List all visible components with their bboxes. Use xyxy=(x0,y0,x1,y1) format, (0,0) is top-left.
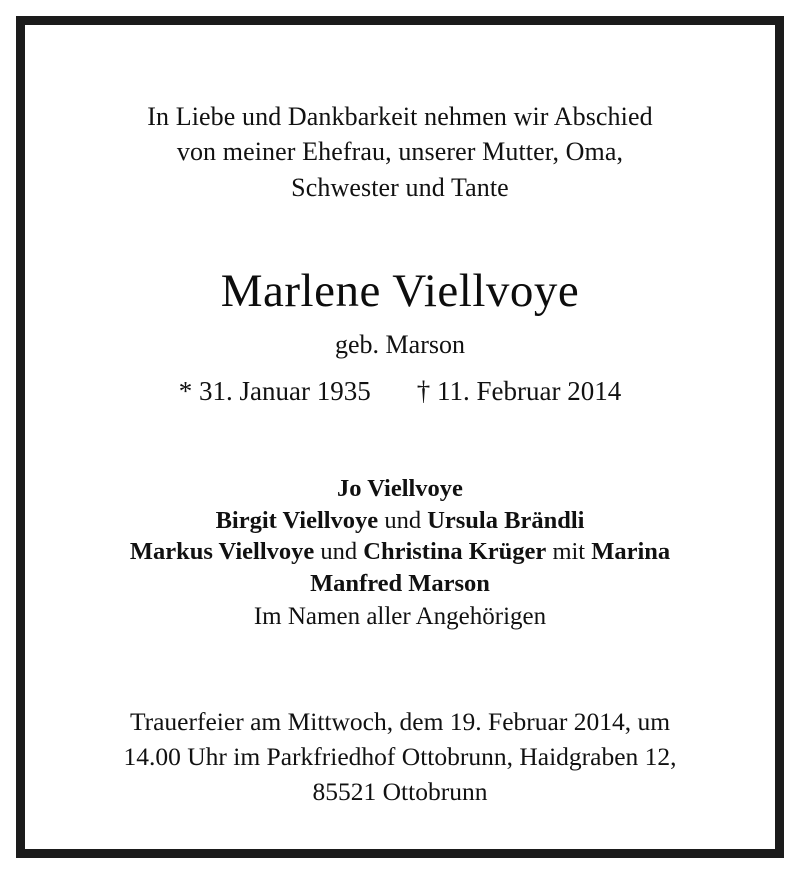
maiden-name: geb. Marson xyxy=(335,330,465,360)
mourner-name: Ursula Brändli xyxy=(427,506,585,534)
mourner-name: Christina Krüger xyxy=(363,538,547,566)
intro-line-2: von meiner Ehefrau, unserer Mutter, Oma, xyxy=(176,137,624,167)
mourner-name: Jo Viellvoye xyxy=(337,475,463,502)
behalf-text: Im Namen aller Angehörigen xyxy=(253,603,547,631)
service-line-1: Trauerfeier am Mittwoch, dem 19. Februar 2014, um xyxy=(129,706,671,736)
mourner-row xyxy=(130,536,670,568)
mourner-name: Manfred Marson xyxy=(310,569,490,597)
service-line-2: 14.00 Uhr im Parkfriedhof Ottobrunn, Haidgraben 12, xyxy=(123,742,677,772)
intro-line-3: Schwester und Tante xyxy=(291,172,509,202)
mourner-name: Birgit Viellvoye xyxy=(215,506,379,534)
service-line-3: 85521 Ottobrunn xyxy=(312,777,488,807)
deceased-name: Marlene Viellvoye xyxy=(220,265,580,318)
service-details xyxy=(123,704,676,810)
mourner-name: Markus Viellvoye xyxy=(129,538,315,566)
life-dates xyxy=(179,375,621,407)
mourner-conjunction: mit xyxy=(546,538,592,566)
birth-date: * 31. Januar 1935 xyxy=(178,375,371,406)
death-date: † 11. Februar 2014 xyxy=(416,375,622,406)
mourner-row xyxy=(130,505,670,537)
notice-border xyxy=(16,16,784,858)
mourner-conjunction: und xyxy=(314,538,364,566)
mourner-row xyxy=(130,473,670,505)
intro-text xyxy=(147,99,652,205)
mourner-name: Marina xyxy=(591,538,671,566)
intro-line-1: In Liebe und Dankbarkeit nehmen wir Abschied xyxy=(147,102,653,131)
mourner-row xyxy=(130,568,670,600)
mourner-conjunction: und xyxy=(378,506,428,534)
mourners-list xyxy=(130,473,670,634)
